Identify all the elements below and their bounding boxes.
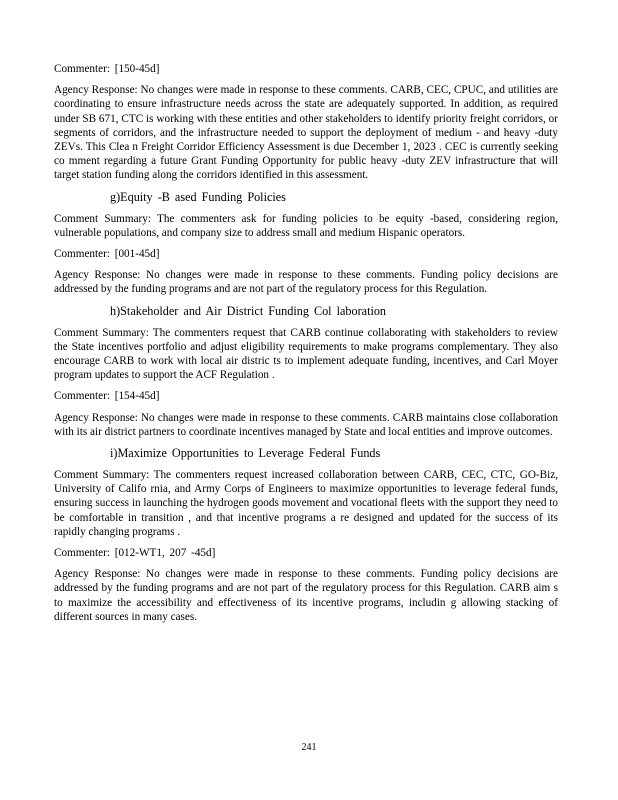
agency-response: Agency Response: No changes were made in response to these comments. Funding policy decisions are addressed by the funding programs and are not part of the regulatory process for this Regulation. — [54, 269, 558, 296]
section-heading: g)Equity -B ased Funding Policies — [110, 189, 286, 204]
agency-response: Agency Response: No changes were made in response to these comments. CARB maintains close collaboration with its air district partners to coordinate incentives managed by State and local entities and improve outcomes. — [54, 411, 558, 438]
agency-response: Agency Response: No changes were made in response to these comments. CARB, CEC, CPUC, and utilities are coordinating to ensure infrastructure needs across the state are adequately supported. In addition, as required under SB 671, CTC is working with these entities and other stakeholders to identify priority freight corridors, or segments of corridors, and the infrastructure needed to support the deployment of medium - and heavy -duty ZEVs. This Clea n Freight Corridor Efficiency Assessment is due December 1, 2023 . CEC is currently seeking co mment regarding a future Grant Funding Opportunity for public heavy -duty ZEV infrastructure that will target station funding along the corridors identified in this assessment. — [54, 84, 558, 182]
comment-summary: Comment Summary: The commenters ask for funding policies to be equity -based, considering region, vulnerable populations, and company size to address small and medium Hispanic operators. — [54, 212, 558, 239]
comment-summary: Comment Summary: The commenters request increased collaboration between CARB, CEC, CTC, GO-Biz, University of Califo rnia, and Army Corps of Engineers to maximize opportunities to leverage federal funds, ensuring success in launching the hydrogen goods movement and vocational fleets with the support they need to be comfortable in transition , and that incentive programs a re designed and updated for the success of its rapidly changing programs . — [54, 469, 558, 538]
comment-summary: Comment Summary: The commenters request that CARB continue collaborating with stakeholders to review the State incentives portfolio and adjust eligibility requirements to make programs complementary. They also encourage CARB to work with local air distric ts to implement adequate funding, incentives, and Carl Moyer program updates to support the ACF Regulation . — [54, 326, 558, 382]
section-heading: i)Maximize Opportunities to Leverage Federal Funds — [110, 446, 381, 461]
page-number: 241 — [301, 742, 317, 753]
section-heading: h)Stakeholder and Air District Funding Col laboration — [110, 303, 387, 318]
commenter-line: Commenter: [001-45d] — [54, 248, 160, 261]
commenter-line: Commenter: [012-WT1, 207 -45d] — [54, 547, 216, 560]
document-body — [54, 62, 558, 631]
commenter-line: Commenter: [154-45d] — [54, 390, 160, 403]
commenter-line: Commenter: [150-45d] — [54, 63, 160, 75]
agency-response: Agency Response: No changes were made in response to these comments. Funding policy decisions are addressed by the funding programs and are not part of the regulatory process for this Regulation. CARB aim s to maximize the accessibility and effectiveness of its incentive programs, includin g allowing stacking of different sources in many cases. — [54, 568, 558, 623]
